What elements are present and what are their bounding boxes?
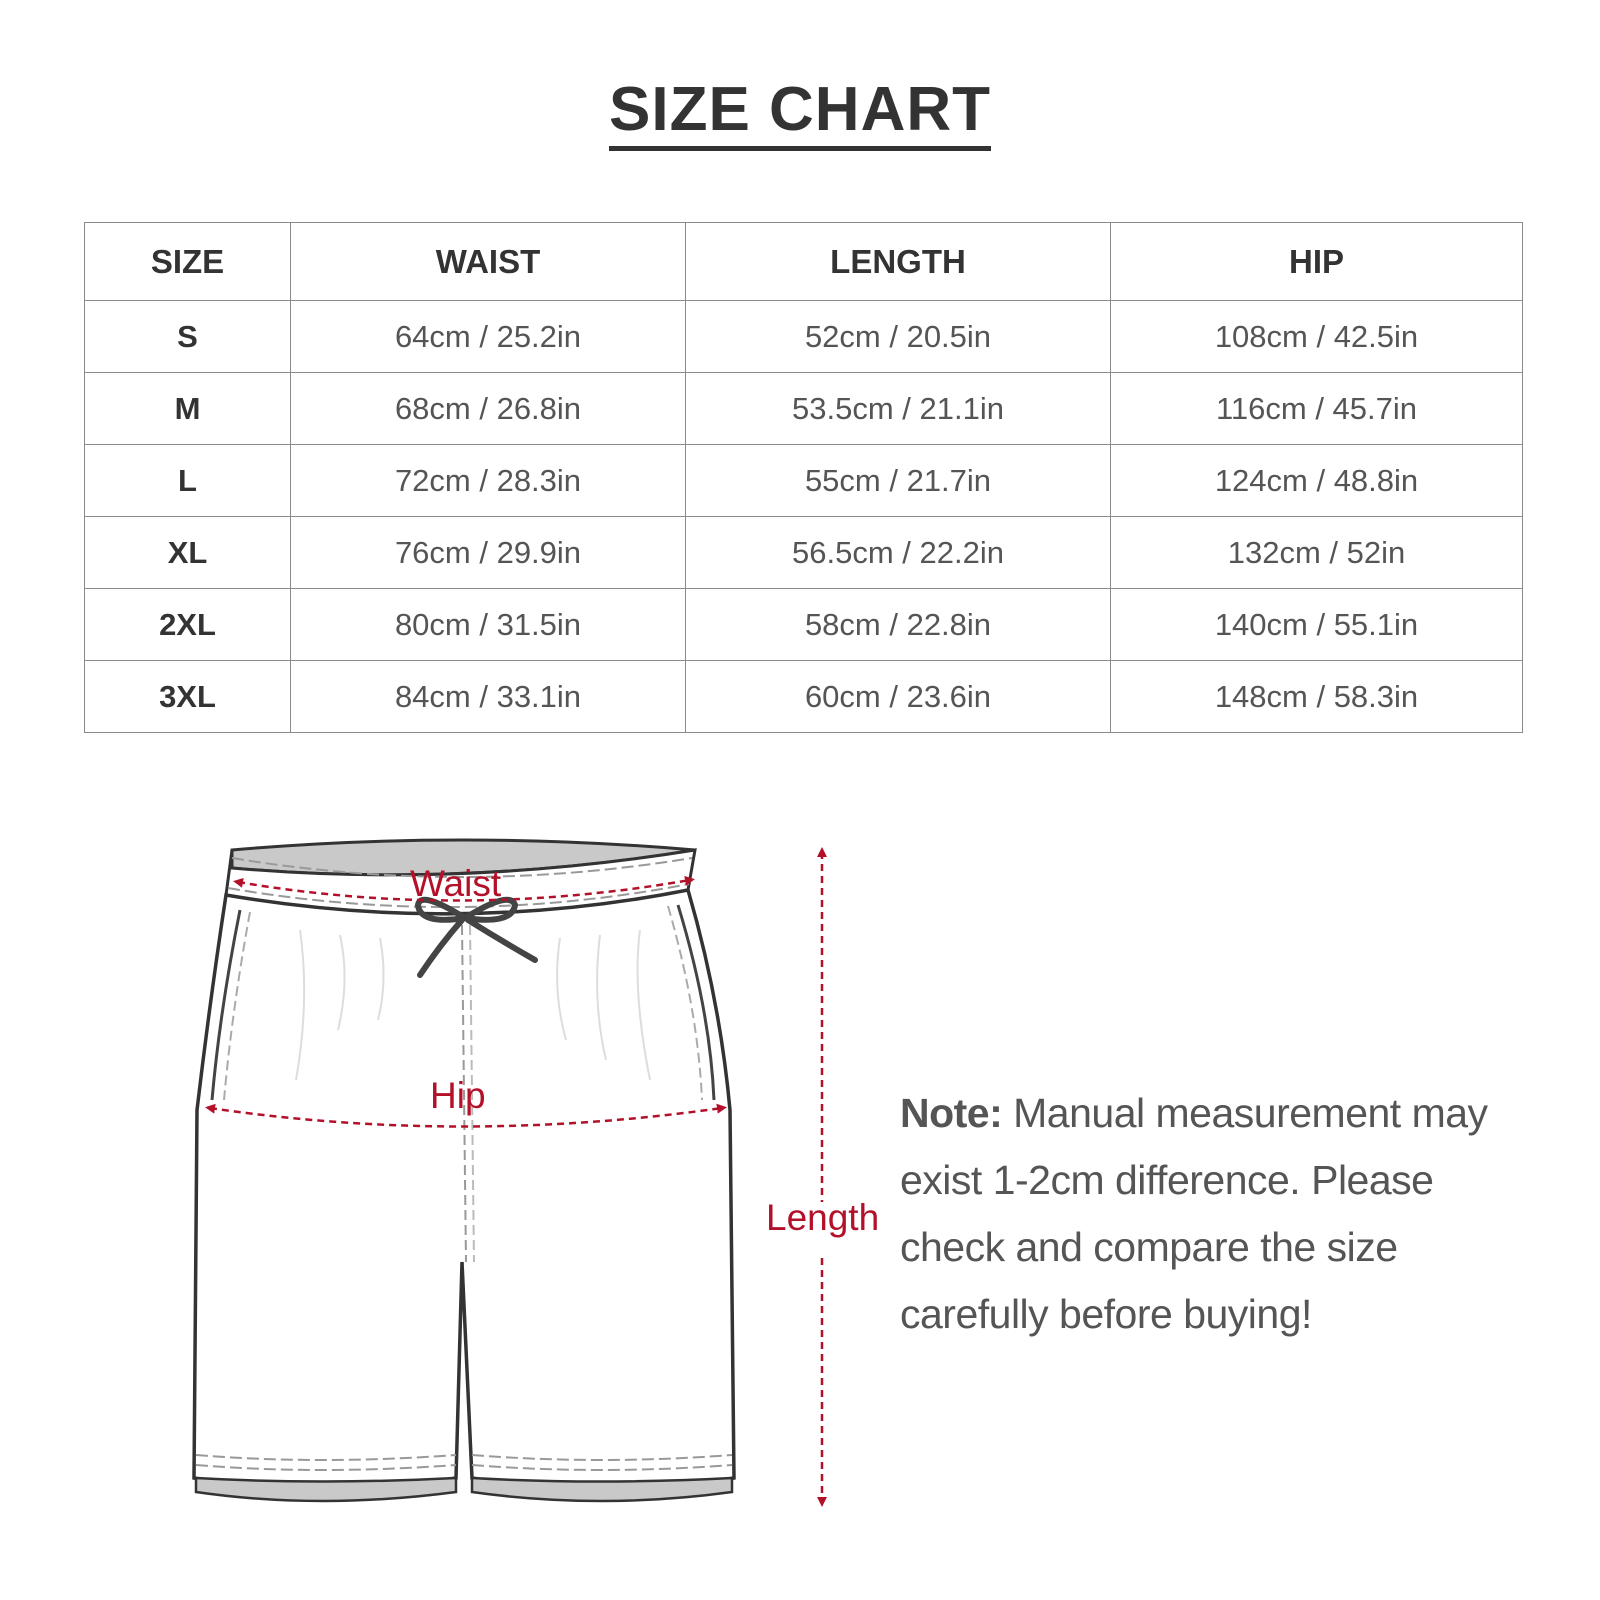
waist-cell: 64cm / 25.2in bbox=[291, 301, 686, 373]
note-prefix: Note: bbox=[900, 1090, 1003, 1136]
length-label: Length bbox=[766, 1197, 880, 1238]
size-table bbox=[84, 222, 1523, 733]
size-cell: M bbox=[85, 373, 291, 445]
length-cell: 56.5cm / 22.2in bbox=[686, 517, 1111, 589]
table-row bbox=[85, 661, 1523, 733]
hip-label: Hip bbox=[430, 1075, 486, 1116]
note-text: Manual measurement may exist 1-2cm difference. Please check and compare the size carefully before buying! bbox=[900, 1090, 1488, 1337]
table-row bbox=[85, 445, 1523, 517]
table-row bbox=[85, 373, 1523, 445]
table-header-row bbox=[85, 223, 1523, 301]
waist-cell: 68cm / 26.8in bbox=[291, 373, 686, 445]
size-cell: 3XL bbox=[85, 661, 291, 733]
hip-cell: 108cm / 42.5in bbox=[1111, 301, 1523, 373]
table-row bbox=[85, 589, 1523, 661]
hip-cell: 124cm / 48.8in bbox=[1111, 445, 1523, 517]
hip-cell: 140cm / 55.1in bbox=[1111, 589, 1523, 661]
page-title: SIZE CHART bbox=[609, 78, 991, 151]
size-cell: 2XL bbox=[85, 589, 291, 661]
waist-cell: 76cm / 29.9in bbox=[291, 517, 686, 589]
size-cell: XL bbox=[85, 517, 291, 589]
shorts-diagram bbox=[0, 820, 920, 1520]
header-waist: WAIST bbox=[291, 223, 686, 301]
header-size: SIZE bbox=[85, 223, 291, 301]
length-cell: 55cm / 21.7in bbox=[686, 445, 1111, 517]
page-title-wrap bbox=[0, 75, 1600, 151]
length-cell: 58cm / 22.8in bbox=[686, 589, 1111, 661]
waist-cell: 84cm / 33.1in bbox=[291, 661, 686, 733]
waist-label: Waist bbox=[410, 863, 502, 904]
header-hip: HIP bbox=[1111, 223, 1523, 301]
size-cell: L bbox=[85, 445, 291, 517]
table-row bbox=[85, 517, 1523, 589]
shorts-outline bbox=[194, 890, 734, 1489]
header-length: LENGTH bbox=[686, 223, 1111, 301]
length-cell: 52cm / 20.5in bbox=[686, 301, 1111, 373]
length-cell: 53.5cm / 21.1in bbox=[686, 373, 1111, 445]
size-cell: S bbox=[85, 301, 291, 373]
hip-cell: 148cm / 58.3in bbox=[1111, 661, 1523, 733]
waist-cell: 72cm / 28.3in bbox=[291, 445, 686, 517]
hip-cell: 132cm / 52in bbox=[1111, 517, 1523, 589]
waist-cell: 80cm / 31.5in bbox=[291, 589, 686, 661]
measurement-note bbox=[900, 1080, 1540, 1348]
length-cell: 60cm / 23.6in bbox=[686, 661, 1111, 733]
hip-cell: 116cm / 45.7in bbox=[1111, 373, 1523, 445]
table-row bbox=[85, 301, 1523, 373]
